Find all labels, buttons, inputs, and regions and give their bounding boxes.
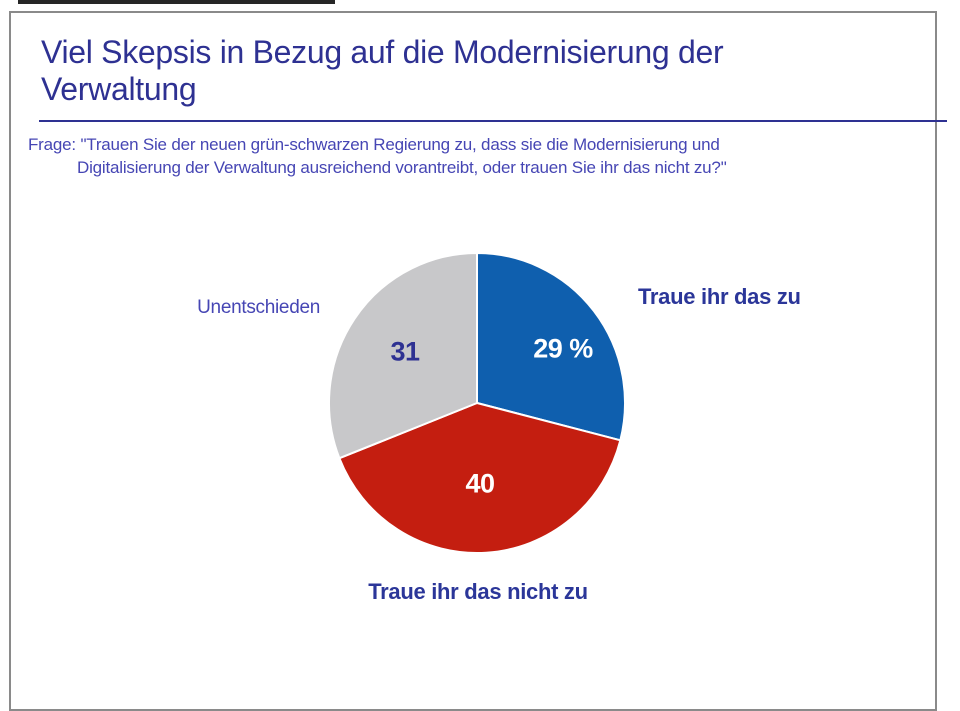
- survey-question-line-2: Digitalisierung der Verwaltung ausreichend vorantreibt, oder trauen Sie ihr das nicht zu?": [77, 158, 727, 177]
- survey-question-line-1: Frage: "Trauen Sie der neuen grün-schwarzen Regierung zu, dass sie die Modernisierung und: [28, 135, 720, 154]
- slice-label-unentschieden: Unentschieden: [197, 297, 320, 318]
- chart-title-line-1: Viel Skepsis in Bezug auf die Modernisierung der: [41, 34, 724, 70]
- slice-label-traue-zu: Traue ihr das zu: [638, 284, 801, 309]
- slice-label-traue-nicht-zu: Traue ihr das nicht zu: [368, 579, 588, 604]
- pie-svg: [327, 252, 627, 554]
- value-label-traue-nicht-zu: 40: [465, 468, 495, 499]
- chart-title-line-2: Verwaltung: [41, 71, 197, 107]
- value-label-traue-zu: 29 %: [533, 333, 593, 364]
- value-label-unentschieden: 31: [390, 336, 420, 367]
